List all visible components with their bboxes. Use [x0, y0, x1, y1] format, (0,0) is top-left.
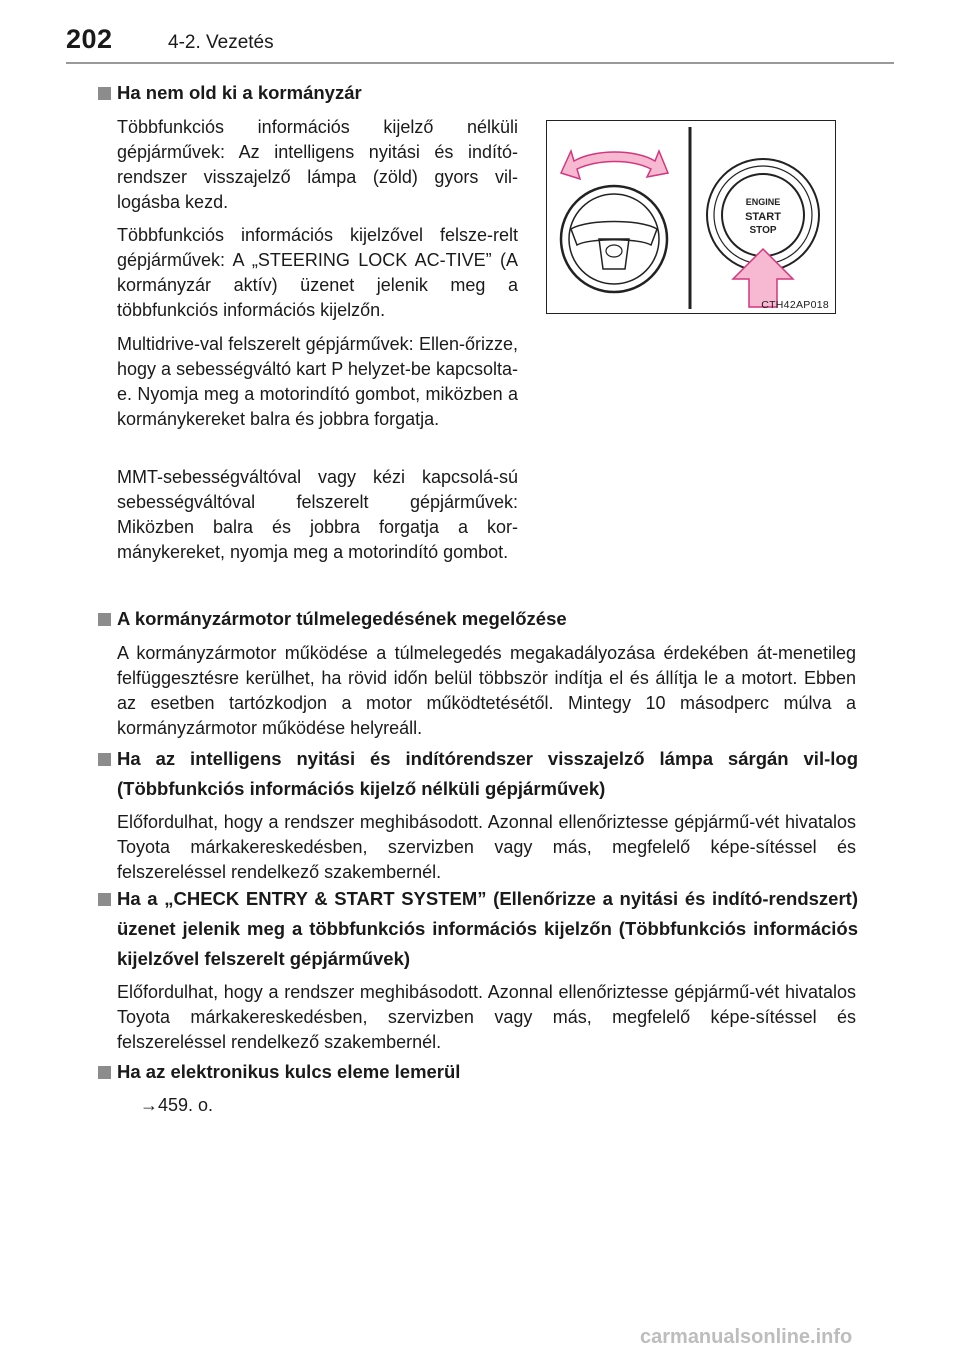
heading-steering-lock: Ha nem old ki a kormányzár — [98, 78, 798, 108]
paragraph-s1-3: Multidrive-val felszerelt gépjárművek: Ellen-őrizze, hogy a sebességváltó kart P helyzet-be kapcsolta-e. Nyomja meg a motorindító gombot, miközben a kormánykereket balra és jobbra forgatja. — [117, 334, 518, 429]
paragraph-s2: A kormányzármotor működése a túlmelegedés megakadályozása érdekében át-menetileg felfüggesztésre kerülhet, ha rövid időn belül többször indítja el és állítja le a motort. Ebben az esetben tartózkodjon a motor működtetésétől. Mintegy 10 másodperc múlva a kormányzármotor működése helyreáll. — [117, 643, 856, 738]
button-label-engine: ENGINE — [745, 197, 781, 207]
square-bullet-icon — [98, 87, 111, 100]
paragraph-s4: Előfordulhat, hogy a rendszer meghibásodott. Azonnal ellenőriztesse gépjármű-vét hivatalos Toyota márkakereskedésben, szervizben vagy más, megfelelő képe-sítéssel és felszereléssel rendelkező szakembernél. — [117, 982, 856, 1052]
page-header — [0, 0, 960, 64]
paragraph-s1-2: Többfunkciós információs kijelzővel felsze-relt gépjárművek: A „STEERING LOCK AC-TIVE” (A kormányzár aktív) üzenet jelenik meg a többfunkciós információs kijelzőn. — [117, 225, 518, 320]
button-label-start: START — [745, 211, 781, 223]
paragraph-s3: Előfordulhat, hogy a rendszer meghibásodott. Azonnal ellenőriztesse gépjármű-vét hivatalos Toyota márkakereskedésben, szervizben vagy más, megfelelő képe-sítéssel és felszereléssel rendelkező szakembernél. — [117, 812, 856, 882]
rotate-arrow-icon — [561, 151, 668, 179]
square-bullet-icon — [98, 753, 111, 766]
paragraph-s1-1: Többfunkciós információs kijelző nélküli gépjárművek: Az intelligens nyitási és indító-rendszer visszajelző lámpa (zöld) gyors vil-logásba kezd. — [117, 117, 518, 212]
square-bullet-icon — [98, 893, 111, 906]
figure-code: CTH42AP018 — [761, 299, 829, 311]
watermark: carmanualsonline.info — [640, 1326, 853, 1348]
illustration-svg — [547, 121, 837, 315]
page-reference: →459. o. — [140, 1095, 214, 1115]
heading-key-battery: Ha az elektronikus kulcs eleme lemerül — [98, 1057, 798, 1087]
heading-check-entry: Ha a „CHECK ENTRY & START SYSTEM” (Ellenőrizze a nyitási és indító-rendszert) üzenet jelenik meg a többfunkciós információs kijelzőn (Többfunkciós információs kijelzővel felszerelt gépjárművek) — [98, 884, 858, 974]
page-number: 202 — [66, 24, 113, 54]
square-bullet-icon — [98, 613, 111, 626]
section-title: 4-2. Vezetés — [168, 32, 274, 53]
button-label-stop: STOP — [749, 225, 777, 236]
square-bullet-icon — [98, 1066, 111, 1079]
steering-wheel-icon — [561, 186, 667, 292]
paragraph-s1-4: MMT-sebességváltóval vagy kézi kapcsolá-sú sebességváltóval felszerelt gépjárművek: Miközben balra és jobbra forgatja a kor-mánykereket, nyomja meg a motorindító gombot. — [117, 467, 518, 562]
steering-start-illustration — [546, 120, 836, 314]
header-rule — [66, 62, 894, 64]
heading-overheat: A kormányzármotor túlmelegedésének megelőzése — [98, 604, 798, 634]
heading-amber-lamp: Ha az intelligens nyitási és indítórendszer visszajelző lámpa sárgán vil-log (Többfunkciós információs kijelző nélküli gépjárművek) — [98, 744, 858, 804]
